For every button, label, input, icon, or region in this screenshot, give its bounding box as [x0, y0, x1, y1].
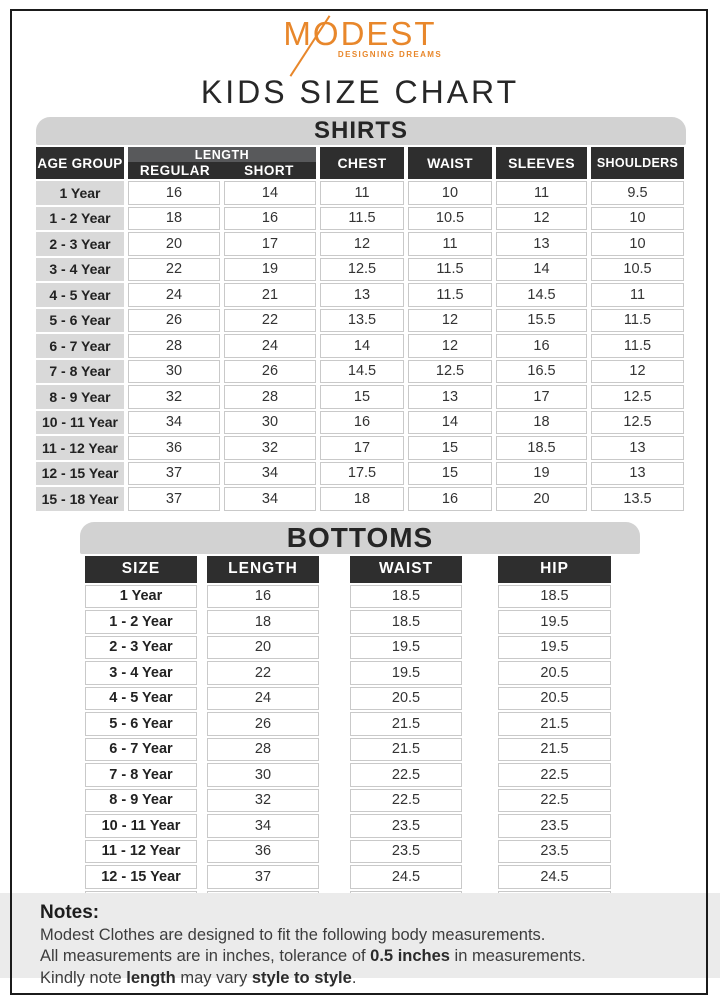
value-cell: 18: [207, 610, 319, 634]
row-label-cell: 3 - 4 Year: [85, 661, 197, 685]
value-cell: 30: [207, 763, 319, 787]
value-cell: 28: [224, 385, 316, 409]
value-cell: 13: [591, 462, 684, 486]
table-row: [80, 661, 640, 685]
row-label-cell: 2 - 3 Year: [85, 636, 197, 660]
value-cell: 20: [128, 232, 220, 256]
value-cell: 13: [408, 385, 492, 409]
value-cell: 21.5: [498, 738, 611, 762]
value-cell: 11: [408, 232, 492, 256]
col-header-shoulders: SHOULDERS: [591, 147, 684, 179]
value-cell: 18: [320, 487, 404, 511]
row-label-cell: 12 - 15 Year: [85, 865, 197, 889]
value-cell: 12: [496, 207, 587, 231]
value-cell: 11.5: [320, 207, 404, 231]
value-cell: 20: [207, 636, 319, 660]
brand-name: MODEST: [283, 15, 437, 52]
value-cell: 12: [408, 309, 492, 333]
col-header-length: LENGTH: [128, 147, 316, 162]
col-header-short: SHORT: [244, 163, 294, 178]
value-cell: 32: [224, 436, 316, 460]
value-cell: 16: [496, 334, 587, 358]
value-cell: 26: [128, 309, 220, 333]
row-label-cell: 1 Year: [85, 585, 197, 609]
table-row: [36, 334, 686, 358]
col-header-size: SIZE: [85, 556, 197, 583]
value-cell: 16: [320, 411, 404, 435]
table-row: [80, 763, 640, 787]
brand-tagline: DESIGNING DREAMS: [337, 50, 443, 60]
value-cell: 23.5: [350, 840, 462, 864]
value-cell: 32: [128, 385, 220, 409]
col-header-length-group: [128, 147, 316, 179]
row-label-cell: 5 - 6 Year: [85, 712, 197, 736]
value-cell: 14: [224, 181, 316, 205]
row-label-cell: 12 - 15 Year: [36, 462, 124, 486]
row-label-cell: 8 - 9 Year: [36, 385, 124, 409]
value-cell: 16: [408, 487, 492, 511]
value-cell: 14.5: [496, 283, 587, 307]
value-cell: 24.5: [350, 865, 462, 889]
table-row: [36, 309, 686, 333]
value-cell: 18.5: [350, 585, 462, 609]
value-cell: 36: [207, 840, 319, 864]
col-header-regular: REGULAR: [139, 163, 211, 178]
value-cell: 22: [128, 258, 220, 282]
value-cell: 11: [320, 181, 404, 205]
row-label-cell: 6 - 7 Year: [36, 334, 124, 358]
value-cell: 15: [320, 385, 404, 409]
row-label-cell: 11 - 12 Year: [36, 436, 124, 460]
value-cell: 30: [128, 360, 220, 384]
bottoms-section: [80, 522, 640, 915]
value-cell: 11.5: [408, 283, 492, 307]
table-row: [36, 181, 686, 205]
row-label-cell: 6 - 7 Year: [85, 738, 197, 762]
table-row: [80, 814, 640, 838]
table-row: [36, 385, 686, 409]
value-cell: 20: [496, 487, 587, 511]
value-cell: 20.5: [350, 687, 462, 711]
col-header-sleeves: SLEEVES: [496, 147, 587, 179]
value-cell: 21.5: [498, 712, 611, 736]
bottoms-table-body: [80, 585, 640, 915]
table-row: [80, 712, 640, 736]
table-row: [80, 610, 640, 634]
value-cell: 36: [128, 436, 220, 460]
row-label-cell: 1 - 2 Year: [85, 610, 197, 634]
value-cell: 21.5: [350, 712, 462, 736]
value-cell: 20.5: [498, 687, 611, 711]
value-cell: 16: [224, 207, 316, 231]
value-cell: 10: [408, 181, 492, 205]
table-row: [80, 840, 640, 864]
value-cell: 18: [128, 207, 220, 231]
table-row: [80, 687, 640, 711]
value-cell: 19: [496, 462, 587, 486]
value-cell: 15: [408, 436, 492, 460]
table-row: [36, 232, 686, 256]
value-cell: 12.5: [320, 258, 404, 282]
value-cell: 37: [128, 462, 220, 486]
bottoms-section-title: BOTTOMS: [80, 522, 640, 554]
row-label-cell: 1 - 2 Year: [36, 207, 124, 231]
table-row: [36, 283, 686, 307]
table-row: [36, 487, 686, 511]
col-header-length: LENGTH: [207, 556, 319, 583]
value-cell: 11: [496, 181, 587, 205]
table-row: [36, 258, 686, 282]
value-cell: 21: [224, 283, 316, 307]
row-label-cell: 5 - 6 Year: [36, 309, 124, 333]
value-cell: 15: [408, 462, 492, 486]
value-cell: 19: [224, 258, 316, 282]
value-cell: 18.5: [498, 585, 611, 609]
value-cell: 23.5: [350, 814, 462, 838]
value-cell: 16.5: [496, 360, 587, 384]
value-cell: 18.5: [496, 436, 587, 460]
row-label-cell: 7 - 8 Year: [36, 360, 124, 384]
value-cell: 34: [224, 462, 316, 486]
value-cell: 17: [224, 232, 316, 256]
value-cell: 18.5: [350, 610, 462, 634]
col-header-hip: HIP: [498, 556, 611, 583]
value-cell: 12: [591, 360, 684, 384]
notes-line-1: Modest Clothes are designed to fit the following body measurements.: [40, 926, 546, 944]
col-header-chest: CHEST: [320, 147, 404, 179]
value-cell: 34: [128, 411, 220, 435]
shirts-table-body: [36, 181, 686, 511]
value-cell: 11.5: [591, 334, 684, 358]
notes-panel: [0, 893, 720, 987]
value-cell: 24: [207, 687, 319, 711]
value-cell: 13: [320, 283, 404, 307]
col-header-waist: WAIST: [408, 147, 492, 179]
value-cell: 14: [408, 411, 492, 435]
row-label-cell: 8 - 9 Year: [85, 789, 197, 813]
value-cell: 13: [591, 436, 684, 460]
value-cell: 22.5: [350, 763, 462, 787]
value-cell: 19.5: [498, 610, 611, 634]
notes-line-3: Kindly note length may vary style to style.: [40, 968, 357, 987]
value-cell: 17.5: [320, 462, 404, 486]
value-cell: 26: [207, 712, 319, 736]
value-cell: 12.5: [591, 385, 684, 409]
value-cell: 16: [207, 585, 319, 609]
shirts-section-title: SHIRTS: [36, 117, 686, 145]
notes-title: Notes:: [40, 902, 100, 923]
value-cell: 9.5: [591, 181, 684, 205]
value-cell: 24: [224, 334, 316, 358]
value-cell: 10.5: [591, 258, 684, 282]
value-cell: 22.5: [498, 789, 611, 813]
value-cell: 30: [224, 411, 316, 435]
value-cell: 37: [128, 487, 220, 511]
col-header-waist: WAIST: [350, 556, 462, 583]
page-title: KIDS SIZE CHART: [200, 74, 520, 110]
value-cell: 13: [496, 232, 587, 256]
value-cell: 14.5: [320, 360, 404, 384]
row-label-cell: 15 - 18 Year: [36, 487, 124, 511]
value-cell: 13.5: [320, 309, 404, 333]
value-cell: 37: [207, 865, 319, 889]
value-cell: 22: [224, 309, 316, 333]
value-cell: 18: [496, 411, 587, 435]
row-label-cell: 4 - 5 Year: [36, 283, 124, 307]
table-row: [80, 585, 640, 609]
table-row: [36, 462, 686, 486]
value-cell: 22.5: [350, 789, 462, 813]
table-row: [80, 738, 640, 762]
value-cell: 28: [128, 334, 220, 358]
notes-line-2: All measurements are in inches, tolerance of 0.5 inches in measurements.: [40, 947, 586, 966]
value-cell: 14: [320, 334, 404, 358]
table-row: [80, 865, 640, 889]
value-cell: 14: [496, 258, 587, 282]
value-cell: 10: [591, 232, 684, 256]
value-cell: 28: [207, 738, 319, 762]
table-row: [36, 436, 686, 460]
value-cell: 19.5: [350, 636, 462, 660]
col-header-age-group: AGE GROUP: [36, 147, 124, 179]
table-row: [36, 207, 686, 231]
row-label-cell: 7 - 8 Year: [85, 763, 197, 787]
value-cell: 22.5: [498, 763, 611, 787]
row-label-cell: 11 - 12 Year: [85, 840, 197, 864]
value-cell: 12: [408, 334, 492, 358]
value-cell: 10.5: [408, 207, 492, 231]
value-cell: 23.5: [498, 840, 611, 864]
shirts-section: [36, 117, 686, 511]
row-label-cell: 4 - 5 Year: [85, 687, 197, 711]
value-cell: 12.5: [408, 360, 492, 384]
brand-logo: [0, 0, 720, 74]
row-label-cell: 10 - 11 Year: [85, 814, 197, 838]
bottoms-table-header: [80, 556, 640, 583]
value-cell: 34: [207, 814, 319, 838]
value-cell: 16: [128, 181, 220, 205]
value-cell: 20.5: [498, 661, 611, 685]
value-cell: 17: [320, 436, 404, 460]
value-cell: 26: [224, 360, 316, 384]
row-label-cell: 10 - 11 Year: [36, 411, 124, 435]
table-row: [80, 636, 640, 660]
col-header-length-variants: [128, 162, 316, 179]
value-cell: 11.5: [591, 309, 684, 333]
value-cell: 21.5: [350, 738, 462, 762]
value-cell: 12.5: [591, 411, 684, 435]
value-cell: 24: [128, 283, 220, 307]
value-cell: 11: [591, 283, 684, 307]
value-cell: 10: [591, 207, 684, 231]
value-cell: 23.5: [498, 814, 611, 838]
table-row: [36, 360, 686, 384]
row-label-cell: 1 Year: [36, 181, 124, 205]
value-cell: 22: [207, 661, 319, 685]
table-row: [80, 789, 640, 813]
value-cell: 34: [224, 487, 316, 511]
value-cell: 13.5: [591, 487, 684, 511]
value-cell: 19.5: [350, 661, 462, 685]
value-cell: 19.5: [498, 636, 611, 660]
table-row: [36, 411, 686, 435]
value-cell: 24.5: [498, 865, 611, 889]
shirts-table-header: [36, 147, 686, 179]
value-cell: 11.5: [408, 258, 492, 282]
row-label-cell: 2 - 3 Year: [36, 232, 124, 256]
value-cell: 15.5: [496, 309, 587, 333]
row-label-cell: 3 - 4 Year: [36, 258, 124, 282]
value-cell: 32: [207, 789, 319, 813]
value-cell: 12: [320, 232, 404, 256]
value-cell: 17: [496, 385, 587, 409]
